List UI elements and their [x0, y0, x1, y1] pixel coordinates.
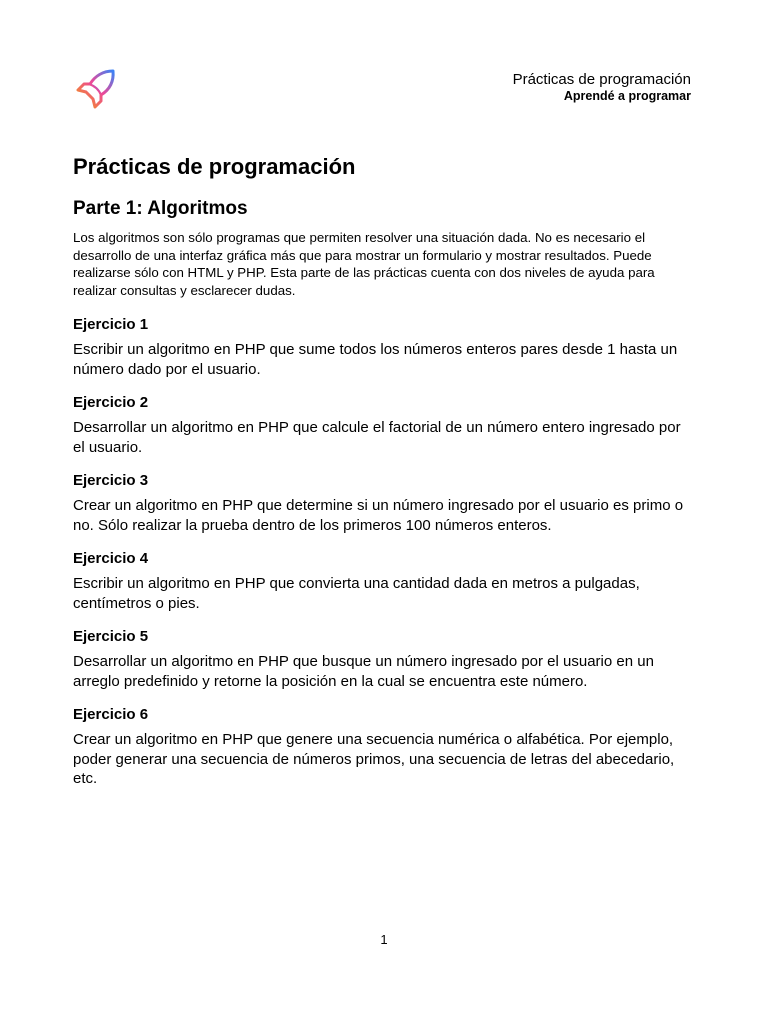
exercise-4: [73, 550, 695, 613]
rocket-icon: [75, 68, 117, 110]
page-number: 1: [380, 932, 388, 947]
exercise-title: Ejercicio 2: [73, 394, 149, 412]
exercise-text: Escribir un algoritmo en PHP que convierta una cantidad dada en metros a pulgadas, centímetros o pies.: [73, 575, 640, 612]
exercise-text: Crear un algoritmo en PHP que determine si un número ingresado por el usuario es primo o no. Sólo realizar la prueba dentro de los primeros 100 números enteros.: [73, 497, 684, 534]
exercise-1: [73, 316, 695, 379]
section-title: Parte 1: Algoritmos: [73, 198, 248, 219]
exercise-title: Ejercicio 3: [73, 472, 149, 490]
header-title: Prácticas de programación: [512, 71, 691, 88]
exercise-text: Escribir un algoritmo en PHP que sume todos los números enteros pares desde 1 hasta un número dado por el usuario.: [73, 341, 678, 378]
page-header: [513, 71, 691, 104]
exercise-text: Crear un algoritmo en PHP que genere una secuencia numérica o alfabética. Por ejemplo, poder generar una secuencia de números primos, una secuencia de letras del abecedario, etc.: [73, 731, 675, 788]
header-subtitle: Aprendé a programar: [563, 89, 691, 103]
exercise-3: [73, 472, 695, 535]
exercise-2: [73, 394, 695, 457]
exercise-title: Ejercicio 4: [73, 550, 149, 568]
document-body: [73, 152, 695, 789]
exercise-text: Desarrollar un algoritmo en PHP que busque un número ingresado por el usuario en un arreglo predefinido y retorne la posición en la cual se encuentra este número.: [73, 653, 654, 690]
exercise-title: Ejercicio 5: [73, 628, 149, 646]
section-intro: Los algoritmos son sólo programas que permiten resolver una situación dada. No es necesario el desarrollo de una interfaz gráfica más que para mostrar un formulario y mostrar resultados. Puede realizarse sólo con HTML y PHP. Esta parte de las prácticas cuenta con dos niveles de ayuda para realizar consultas y esclarecer dudas.: [73, 230, 655, 298]
exercise-title: Ejercicio 6: [73, 706, 149, 724]
document-title: Prácticas de programación: [73, 154, 356, 179]
exercise-6: [73, 706, 695, 789]
exercise-text: Desarrollar un algoritmo en PHP que calcule el factorial de un número entero ingresado por el usuario.: [73, 419, 681, 456]
exercise-5: [73, 628, 695, 691]
exercise-title: Ejercicio 1: [73, 316, 149, 334]
